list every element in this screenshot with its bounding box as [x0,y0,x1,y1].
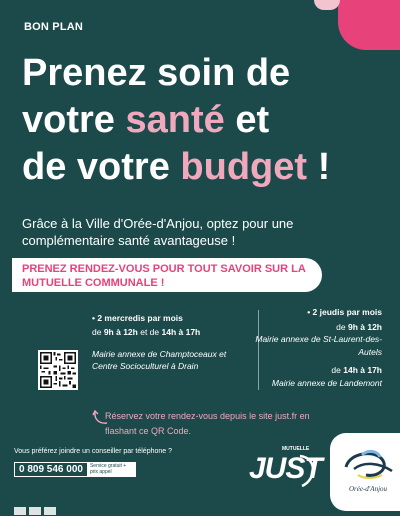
hours-text: de [336,321,348,332]
headline-line-2 [22,97,392,144]
hours-afternoon: 14h à 17h [343,365,382,375]
phone-label: Vous préférez joindre un conseiller par téléphone ? [14,448,172,455]
just-logo-sub: MUTUELLE [282,446,310,452]
oree-danjou-logo-card [330,433,400,511]
hours-morning: 9h à 12h [347,321,382,332]
headline-text: de votre [22,146,181,188]
phone-number[interactable]: 0 809 546 000 [19,464,83,475]
bon-plan-badge: BON PLAN [24,21,84,33]
schedule-address: Mairie annexe de Landemont [271,377,382,388]
schedule-address: Mairie annexe de Champtoceaux et Centre Socioculturel à Drain [92,349,227,371]
footer-icon [29,507,41,515]
corner-decoration-pink [338,0,400,50]
headline-text: ! [307,146,331,188]
schedule-title: • 2 jeudis par mois [307,307,382,317]
schedule-wednesday [92,312,252,372]
qr-code[interactable] [38,350,78,390]
schedule-hours [240,321,382,334]
schedule-hours [92,326,252,339]
footer-icon [44,507,56,515]
hours-text: de [92,327,104,337]
schedule-hours [240,364,382,377]
hours-afternoon: 14h à 17h [161,327,201,337]
footer-icons [14,507,56,515]
schedule-title: • 2 mercredis par mois [92,313,183,323]
qr-code-icon [40,352,76,388]
headline-line-3 [22,144,392,191]
schedule-address: Mairie annexe de St-Laurent-des-Autels [255,334,382,357]
corner-decoration-soft [314,0,340,10]
oree-danjou-logo-text: Orée-d'Anjou [348,485,388,493]
just-logo-word: JUST [249,452,322,485]
phone-note: Service gratuit + prix appel [87,463,135,476]
reserve-text: Réservez votre rendez-vous depuis le site just.fr en flashant ce QR Code. [105,411,310,436]
hours-morning: 9h à 12h [103,327,138,337]
hours-text: et de [137,327,162,337]
intro-text: Grâce à la Ville d'Orée-d'Anjou, optez pour une complémentaire santé avantageuse ! [22,216,294,248]
headline-highlight-budget: budget [180,146,308,188]
headline-text: et [224,99,270,141]
hours-text: de [331,365,344,375]
headline-highlight-sante: santé [125,99,225,141]
phone-box[interactable] [14,462,136,477]
cta-banner: PRENEZ RENDEZ-VOUS POUR TOUT SAVOIR SUR LA MUTUELLE COMMUNALE ! [12,258,322,292]
schedule-thursday [240,306,382,389]
just-swirl-icon [296,450,320,490]
oree-danjou-logo-icon [340,445,396,485]
headline-line-1: Prenez soin de [22,52,291,94]
footer-icon [14,507,26,515]
headline-text: votre [22,99,126,141]
headline [22,50,392,191]
